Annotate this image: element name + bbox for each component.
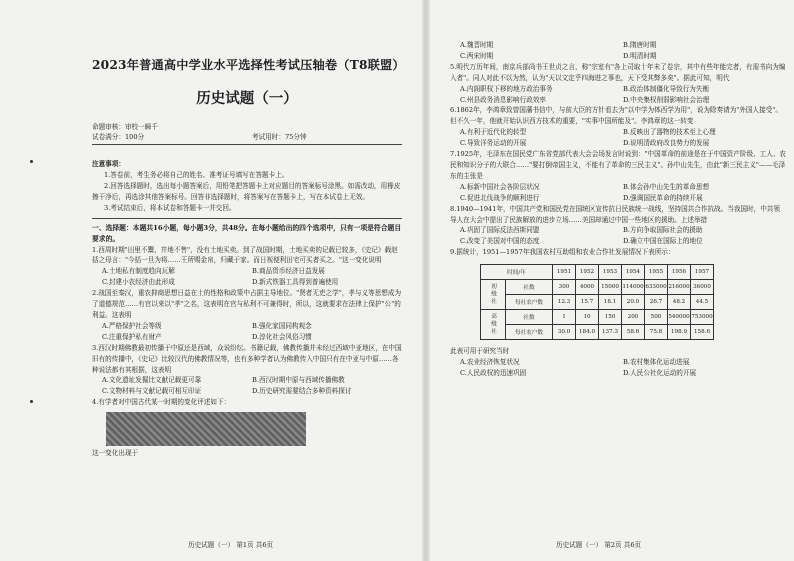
option[interactable]: D.淳化社会风俗习惯: [252, 332, 312, 341]
table-cell: 158.6: [691, 325, 714, 340]
option[interactable]: B.商品货币经济日益发展: [252, 267, 325, 276]
cooperative-table: [480, 264, 714, 340]
notice-item: 1.答卷前，考生务必将自己的姓名、准考证号填写在答题卡上。: [104, 170, 289, 179]
option[interactable]: B.方向争取国际社会的援助: [623, 226, 703, 235]
option[interactable]: C.改变了美国对中国的态度: [460, 237, 540, 246]
option[interactable]: C.人民政权的迅速巩固: [460, 368, 527, 377]
table-cell: 30.0: [553, 325, 576, 340]
option[interactable]: B.农村集体化运动进展: [623, 358, 690, 367]
question-stem: 6.1862年，李鸿章致曾国藩书信中，与前大臣的方针看去为"以中学为体西学为用"，说为除奏请为"外国人接受"。但不久一年，他就开始认识西方技术的重要，"实事中国所能及"。李鸿章的这一转变: [450, 106, 782, 126]
table-year: 1955: [645, 265, 668, 280]
table-year: 1957: [691, 265, 714, 280]
divider: [92, 218, 402, 219]
table-cell: 20.0: [622, 295, 645, 310]
table-year: 1956: [668, 265, 691, 280]
meta-score: 试卷满分：100分: [92, 133, 145, 141]
table-year: 1954: [622, 265, 645, 280]
option[interactable]: C.两宋时期: [460, 51, 494, 60]
page-footer: 历史试题（一） 第2页 共6页: [556, 541, 642, 549]
option[interactable]: C.封建小农经济由此形成: [102, 278, 175, 287]
divider: [92, 144, 402, 145]
question-stem: 5.明代万历年间，南京兵部尚书王世贞之言，称"宗室有"各上司取十年未了卷宗，其中有些年能完者，有需书向为编入者"。同人对此不以为然，认为"天以文定乎四海进之事也，天下受其弊多矣"。据此可知，明代: [450, 62, 786, 82]
table-row-label: 社数: [506, 280, 553, 295]
table-cell: 114000: [622, 280, 645, 295]
option[interactable]: C.促进北伐战争的顺利进行: [460, 193, 540, 202]
question-options: [450, 357, 786, 379]
question-stem: 1.西周时期"田里不鬻，井地不售"，没有土地买卖。到了战国时期，土地买卖的记载已较多，《史记》载赵括之母言："今括一旦为将……王所赐金帛，归藏于家。而日视便利田宅可买者买之。"这一变化说明: [92, 245, 398, 265]
table-year: 1952: [576, 265, 599, 280]
question-stem: 9.据统计，1951—1957年我国农村互助组和农业合作社发展情况下表所示：: [450, 248, 675, 257]
table-cell: 12.3: [553, 295, 576, 310]
table-group: 初级社: [481, 280, 506, 310]
table-cell: 15.7: [576, 295, 599, 310]
option[interactable]: A.魏晋时期: [460, 41, 494, 49]
option[interactable]: D.新式铁器工具得到普遍使用: [252, 278, 339, 287]
question-options: [450, 84, 786, 106]
option[interactable]: D.历史研究需要结合多种资料探讨: [252, 387, 352, 396]
table-cell: 1: [553, 310, 576, 325]
option[interactable]: B.西汉时期中原与西域传播佛教: [252, 376, 345, 385]
option[interactable]: C.文物材料与文献记载可相互印证: [102, 387, 202, 396]
option[interactable]: C.州县政务消息影响行政效率: [460, 95, 547, 104]
option[interactable]: A.农业经济恢复状况: [460, 358, 520, 367]
option[interactable]: B.体会孙中山先生的革命思想: [623, 182, 710, 191]
notice-title: 注意事项：: [92, 160, 125, 168]
table-cell: 633000: [645, 280, 668, 295]
question-stem: 7.1925年，毛泽东在国民党广东省党部代表大会会场发言时说到："中国革命的前途是在于中国资产阶级、工人、农民和知识分子的大联合……"要打倒帝国主义，不能有了革命的三民主义"。孙中山先生，由此"新三民主义"——毛泽东的主张是: [450, 150, 787, 180]
option[interactable]: A.土地私有制度趋向瓦解: [102, 267, 175, 276]
question-tail: 这一变化出现于: [92, 449, 139, 458]
meta-review: 命题审核：审校一瞬千: [92, 123, 158, 131]
question-options: [92, 266, 402, 288]
table-year: 1951: [553, 265, 576, 280]
right-page: [436, 0, 794, 561]
question-tail: 此表可用于研究当时: [450, 347, 510, 356]
section-heading: 一、选择题：本题共16小题，每小题3分，共48分。在每小题给出的四个选项中，只有一项是符合题目要求的。: [92, 223, 402, 243]
table-cell: 200: [622, 310, 645, 325]
table-cell: 137.3: [599, 325, 622, 340]
meta-time: 考试用时：75分钟: [252, 133, 307, 141]
table-year: 1953: [599, 265, 622, 280]
table-cell: 753000: [691, 310, 714, 325]
table-cell: 198.9: [668, 325, 691, 340]
question-stem: 2.战国至秦汉，重农抑商思想日益在士的性格和政策中占据主导地位。"贤者无吏之学"，孝与义等思想成为了道德规范……有官以来以"孝"之名，这表明在官与私利不可兼得时，所以，这就要求在法律上保护"公"的利益。这表明: [92, 289, 402, 319]
option[interactable]: B.政治体制僵化导致行为失衡: [623, 84, 710, 93]
option[interactable]: D.人民公社化运动的开展: [623, 368, 697, 377]
table-cell: 15000: [599, 280, 622, 295]
option[interactable]: A.严格保护社会等级: [102, 321, 162, 330]
option[interactable]: D.中央集权削弱影响社会治理: [623, 95, 710, 104]
option[interactable]: C.导致洋务运动的开展: [460, 139, 527, 148]
table-row-label: 社数: [506, 310, 553, 325]
page-gutter: [422, 0, 430, 561]
notice-item: 3.考试结束后，将本试卷和答题卡一并交回。: [104, 203, 236, 212]
table-cell: 26.7: [645, 295, 668, 310]
table-row-label: 每社农户数: [506, 325, 553, 340]
notice-item: 2.回答选择题时，选出每小题答案后，用铅笔把答题卡上对应题目的答案标号涂黑。如需改动，用橡皮擦干净后，再选涂其他答案标号。回答非选择题时，将答案写在答题卡上，写在本试卷上无效。: [92, 181, 401, 201]
table-cell: 10: [576, 310, 599, 325]
question-stem: 4.有学者对中国古代某一时期的变化评述如下：: [92, 398, 231, 407]
exam-subtitle: 历史试题（一）: [196, 90, 298, 107]
table-cell: 540000: [668, 310, 691, 325]
quote-image: [106, 412, 306, 446]
table-cell: 36000: [691, 280, 714, 295]
question-options: [450, 225, 786, 247]
option[interactable]: A.标新中国社会各阶层状况: [460, 182, 540, 191]
table-cell: 48.2: [668, 295, 691, 310]
option[interactable]: D.确立中国在国际上的地位: [623, 237, 703, 246]
table-cell: 44.5: [691, 295, 714, 310]
table-group: 高级社: [481, 310, 506, 340]
table-row-label: 每社农户数: [506, 295, 553, 310]
table-cell: 216000: [668, 280, 691, 295]
question-options: [450, 127, 786, 149]
table-cell: 300: [553, 280, 576, 295]
table-cell: 58.6: [622, 325, 645, 340]
table-cell: 184.0: [576, 325, 599, 340]
option[interactable]: D.强调国民革命的持续开展: [623, 193, 703, 202]
question-options: [450, 40, 786, 62]
exam-meta: [92, 122, 402, 142]
table-cell: 500: [645, 310, 668, 325]
option[interactable]: A.有利于近代化的转型: [460, 128, 527, 137]
option[interactable]: C.注重保护私有财产: [102, 332, 162, 341]
option[interactable]: A.内阁职权下移的地方政治事务: [460, 84, 553, 93]
option[interactable]: D.明清时期: [623, 51, 657, 60]
table-cell: 150: [599, 310, 622, 325]
question-stem: 3.西汉时期佛教最初传播于中原还是西域，众说纷纭。书籍记载，佛教传播并未经过西域中亚地区，在中国旧有的传播中，《史记》比较汉代的佛教情况等，也有多种学者认为佛教传入中国只有在中亚与中原……各种说法都有其根据，这表明: [92, 343, 402, 374]
table-cell: 18.1: [599, 295, 622, 310]
table-cell: 75.8: [645, 325, 668, 340]
option[interactable]: B.强化家国同构观念: [252, 321, 312, 330]
question-stem: 8.1940—1941年，中国共产党和国民党在国统区宣传抗日民族统一战线，坚持国共合作抗战。当我国时，中共领导人在大会中提出了民族解放的进步立场……美国却通过中国一些地区的援助。上述举措: [450, 204, 780, 224]
table-cell: 4000: [576, 280, 599, 295]
page-footer: 历史试题（一） 第1页 共6页: [188, 541, 274, 549]
question-options: [450, 182, 786, 204]
option[interactable]: B.隋唐时期: [623, 41, 657, 49]
option[interactable]: D.说明清政府改良势力的发展: [623, 139, 710, 148]
question-options: [92, 321, 402, 343]
question-options: [92, 375, 402, 397]
option[interactable]: B.反映出了器物的技术至上心理: [623, 128, 716, 137]
exam-title: 2023年普通高中学业水平选择性考试压轴卷（T8联盟）: [92, 58, 405, 72]
option[interactable]: A.文化遗址发掘比文献记载更可靠: [102, 376, 202, 385]
table-header-label: 时间/年: [481, 265, 553, 280]
option[interactable]: A.巩固了国际反法西斯同盟: [460, 226, 540, 235]
